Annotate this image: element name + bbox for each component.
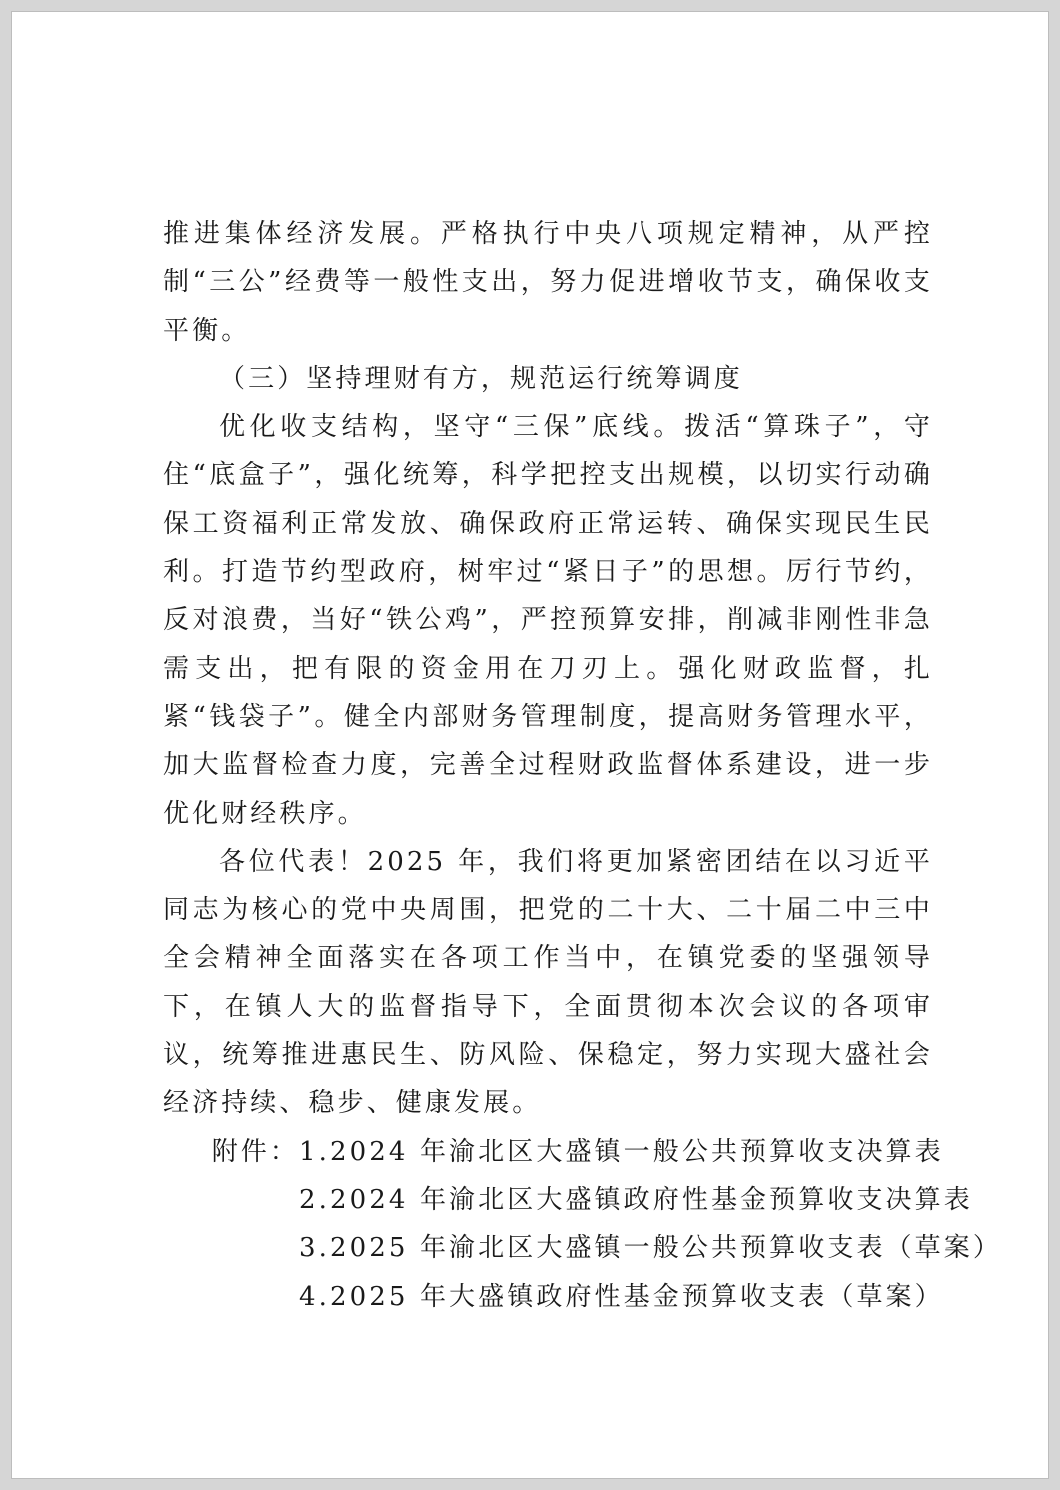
attachment-3: 3.2025 年渝北区大盛镇一般公共预算收支表（草案） [299, 1233, 1002, 1264]
attachment-4: 4.2025 年大盛镇政府性基金预算收支表（草案） [299, 1281, 944, 1312]
section-heading: （三）坚持理财有方，规范运行统筹调度 [219, 363, 743, 394]
attachment-indent [163, 1176, 299, 1224]
attachments-list [163, 1128, 1002, 1321]
attachment-indent [163, 1224, 299, 1272]
attachment-item [163, 1128, 944, 1176]
attachments-label: 附件： [211, 1136, 299, 1167]
attachment-2: 2.2024 年渝北区大盛镇政府性基金预算收支决算表 [299, 1184, 973, 1215]
attachment-item [163, 1273, 944, 1321]
paragraph-2: 优化收支结构，坚守“三保”底线。拨活“算珠子”，守住“底盒子”，强化统筹，科学把控支出规模，以切实行动确保工资福利正常发放、确保政府正常运转、确保实现民生民利。打造节约型政府，树牢过“紧日子”的思想。厉行节约，反对浪费，当好“铁公鸡”，严控预算安排，削减非刚性非急需支出，把有限的资金用在刀刃上。强化财政监督，扎紧“钱袋子”。健全内部财务管理制度，提高财务管理水平，加大监督检查力度，完善全过程财政监督体系建设，进一步优化财经秩序。 [163, 412, 933, 829]
attachment-indent [163, 1273, 299, 1321]
attachment-item [163, 1176, 973, 1224]
document-body [163, 210, 1002, 1321]
paragraph-3: 各位代表！2025 年，我们将更加紧密团结在以习近平同志为核心的党中央周围，把党的二十大、二十届二中三中全会精神全面落实在各项工作当中，在镇党委的坚强领导下，在镇人大的监督指导下，全面贯彻本次会议的各项审议，统筹推进惠民生、防风险、保稳定，努力实现大盛社会经济持续、稳步、健康发展。 [163, 846, 933, 1119]
attachment-1: 1.2024 年渝北区大盛镇一般公共预算收支决算表 [299, 1136, 944, 1167]
paragraph-1: 推进集体经济发展。严格执行中央八项规定精神，从严控制“三公”经费等一般性支出，努力促进增收节支，确保收支平衡。 [163, 219, 933, 346]
attachment-item [163, 1224, 1002, 1272]
